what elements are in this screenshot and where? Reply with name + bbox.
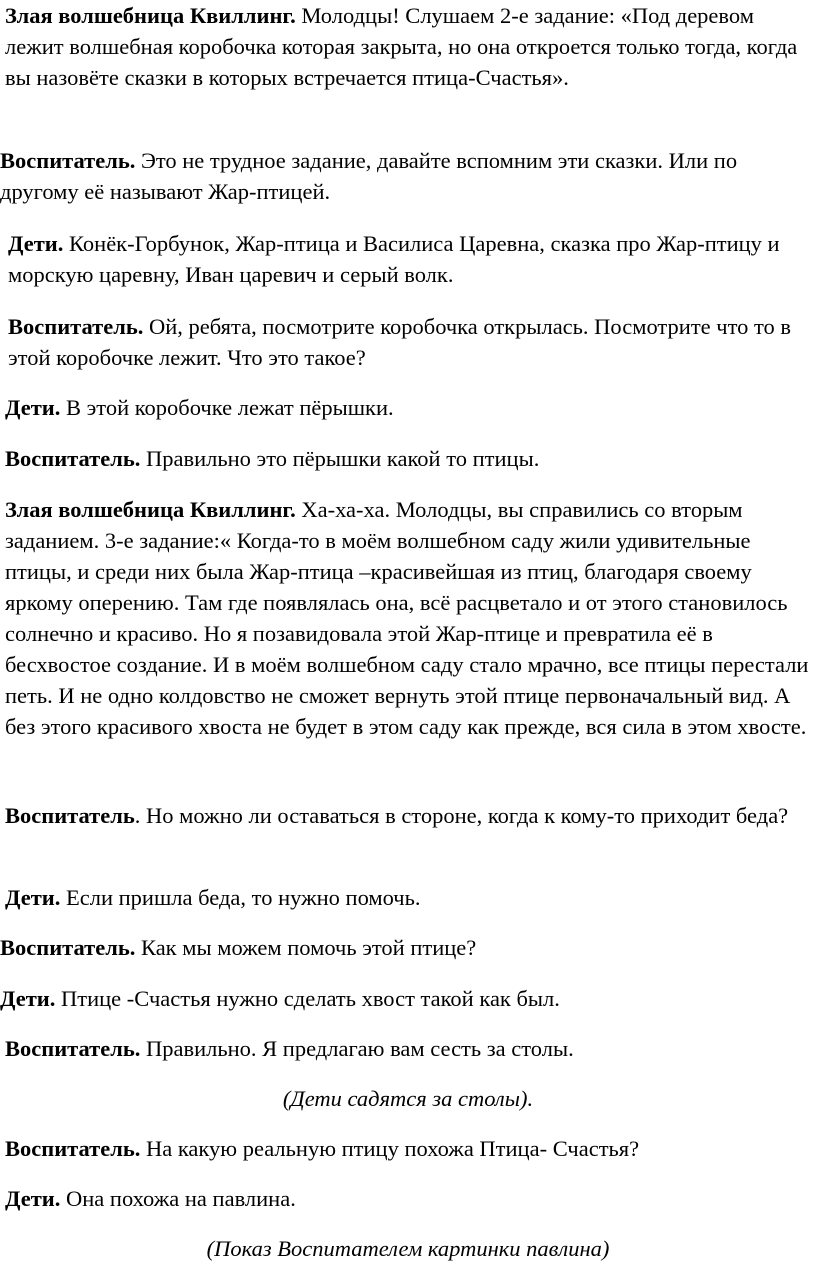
- paragraph-text: Правильно. Я предлагаю вам сесть за столы.: [140, 1036, 574, 1061]
- paragraph-8: [5, 800, 813, 831]
- speaker-label: Воспитатель: [5, 803, 135, 828]
- paragraph-text: . Но можно ли оставаться в стороне, когда к кому-то приходит беда?: [134, 803, 789, 828]
- stage-direction-text: (Дети садятся за столы).: [282, 1086, 534, 1111]
- paragraph-13: [5, 1133, 813, 1164]
- speaker-label: Воспитатель.: [0, 935, 136, 960]
- stage-direction: [0, 1083, 816, 1114]
- speaker-label: Злая волшебница Квиллинг.: [5, 3, 296, 28]
- paragraph-text: Конёк-Горбунок, Жар-птица и Василиса Царевна, сказка про Жар-птицу и морскую царевну, Иван царевич и серый волк.: [8, 231, 780, 287]
- speaker-label: Дети.: [5, 885, 61, 910]
- paragraph-text: Это не трудное задание, давайте вспомним эти сказки. Или по другому её называют Жар-птицей.: [0, 148, 738, 204]
- stage-direction: [0, 1233, 816, 1264]
- speaker-label: Воспитатель.: [5, 1036, 141, 1061]
- paragraph-text: Как мы можем помочь этой птице?: [135, 935, 477, 960]
- speaker-label: Воспитатель.: [0, 148, 136, 173]
- speaker-label: Воспитатель.: [5, 446, 141, 471]
- speaker-label: Дети.: [5, 395, 61, 420]
- paragraph-text: Молодцы! Слушаем 2-е задание: «Под деревом лежит волшебная коробочка которая закрыта, но она откроется только тогда, когда вы назовёте сказки в которых встречается птица-Счастья».: [5, 3, 798, 90]
- paragraph-text: Ой, ребята, посмотрите коробочка открылась. Посмотрите что то в этой коробочке лежит. Что это такое?: [8, 314, 792, 370]
- paragraph-4: [8, 311, 814, 373]
- paragraph-14: [5, 1183, 813, 1214]
- paragraph-text: Если пришла беда, то нужно помочь.: [60, 885, 421, 910]
- paragraph-text: Правильно это пёрышки какой то птицы.: [140, 446, 540, 471]
- paragraph-9: [5, 882, 813, 913]
- speaker-label: Дети.: [8, 231, 64, 256]
- speaker-label: Злая волшебница Квиллинг.: [5, 497, 296, 522]
- paragraph-text: Ха-ха-ха. Молодцы, вы справились со вторым заданием. 3-е задание:« Когда-то в моём волшебном саду жили удивительные птицы, и среди них была Жар-птица –красивейшая из птиц, благодаря своему яркому оперению. Там где появлялась она, всё расцветало и от этого становилось солнечно и красиво. Но я позавидовала этой Жар-птице и превратила её в бесхвостое создание. И в моём волшебном саду стало мрачно, все птицы перестали петь. И не одно колдовство не сможет вернуть этой птице первоначальный вид. А без этого красивого хвоста не будет в этом саду как прежде, вся сила в этом хвосте.: [5, 497, 809, 739]
- paragraph-5: [5, 392, 813, 423]
- paragraph-3: [8, 228, 814, 290]
- paragraph-text: На какую реальную птицу похожа Птица- Счастья?: [140, 1136, 640, 1161]
- stage-direction-text: (Показ Воспитателем картинки павлина): [206, 1236, 610, 1261]
- paragraph-6: [5, 443, 813, 474]
- paragraph-12: [5, 1033, 813, 1064]
- paragraph-text: Птице -Счастья нужно сделать хвост такой как был.: [55, 986, 560, 1011]
- paragraph-2: [0, 145, 812, 207]
- paragraph-1: [5, 0, 813, 93]
- paragraph-text: В этой коробочке лежат пёрышки.: [60, 395, 394, 420]
- paragraph-7: [5, 494, 813, 742]
- paragraph-11: [0, 983, 812, 1014]
- speaker-label: Воспитатель.: [5, 1136, 141, 1161]
- paragraph-text: Она похожа на павлина.: [60, 1186, 296, 1211]
- speaker-label: Дети.: [5, 1186, 61, 1211]
- paragraph-10: [0, 932, 812, 963]
- speaker-label: Дети.: [0, 986, 56, 1011]
- speaker-label: Воспитатель.: [8, 314, 144, 339]
